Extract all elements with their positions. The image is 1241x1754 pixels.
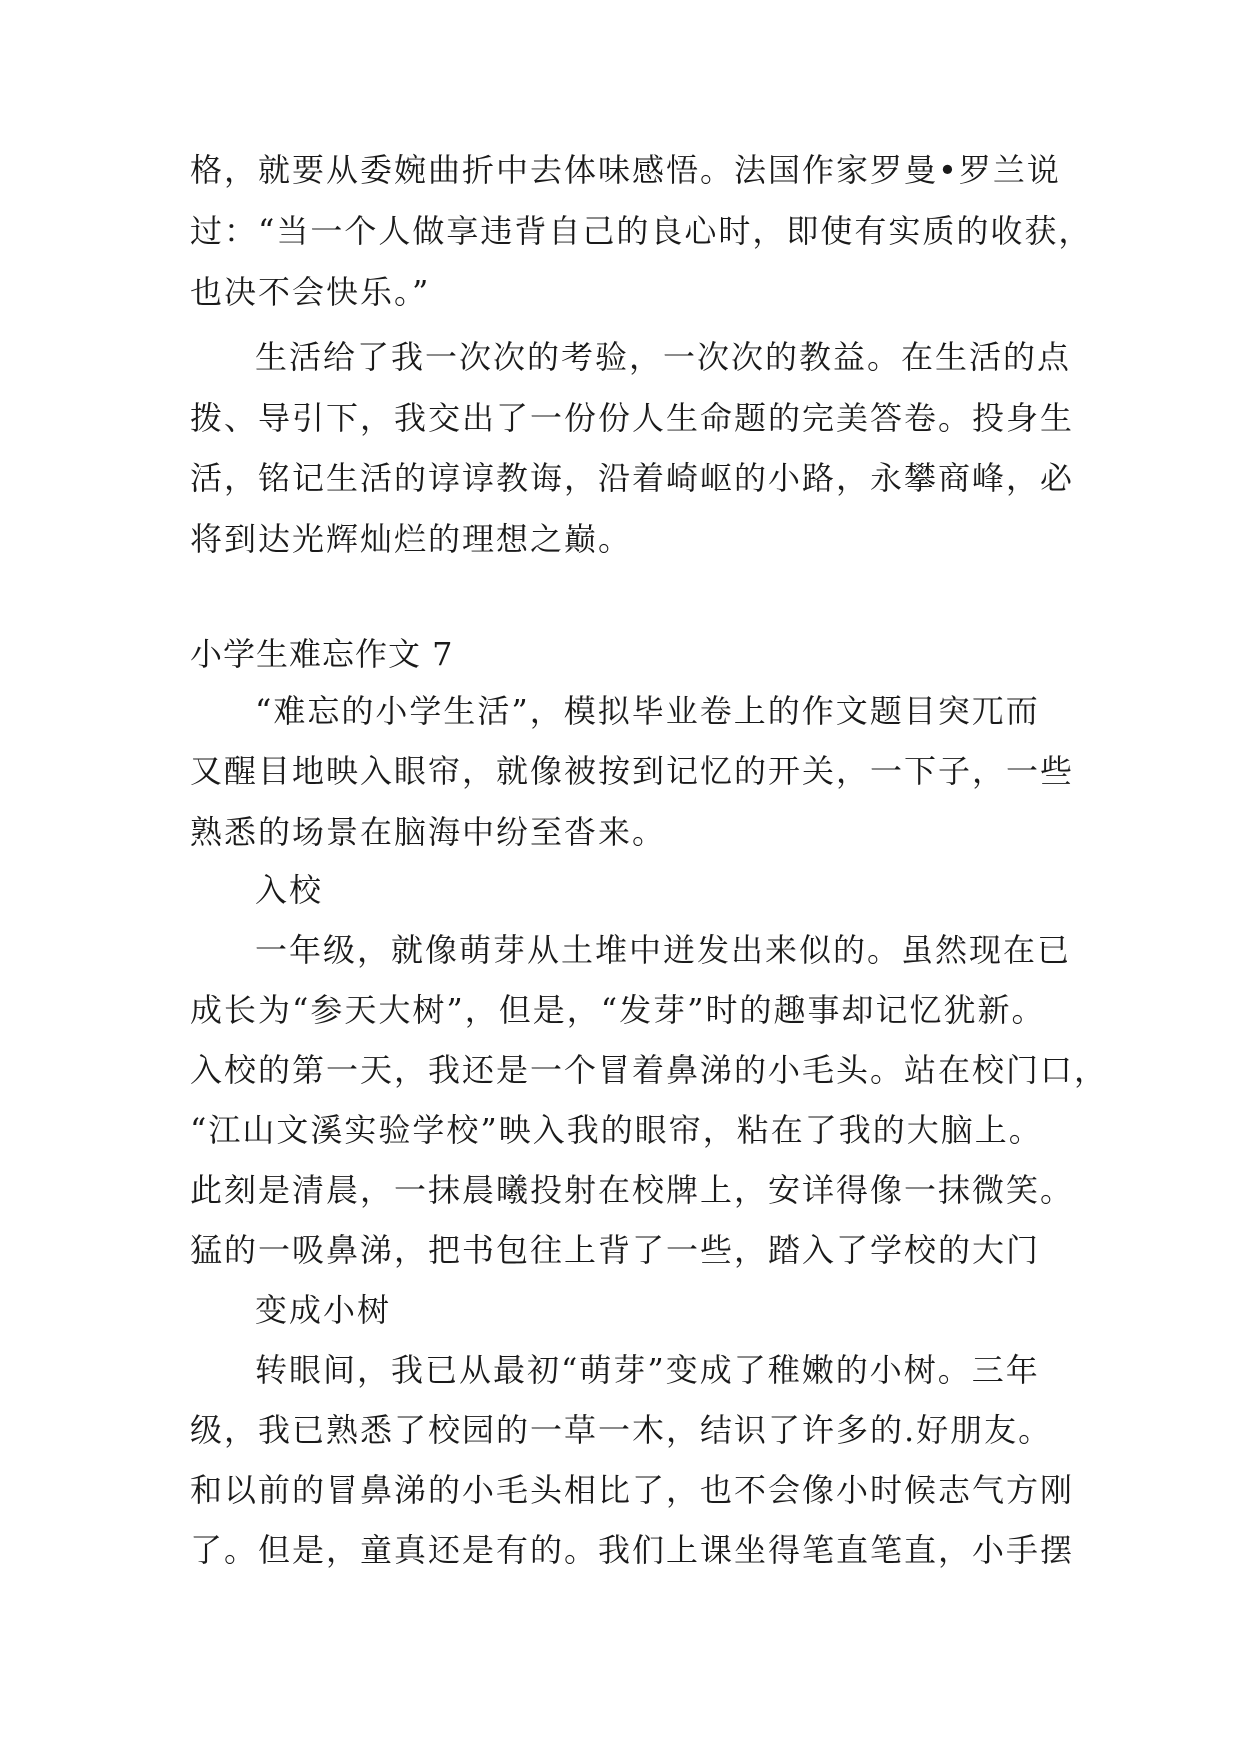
paragraph-line: 成长为“参天大树”，但是，“发芽”时的趣事却记忆犹新。 [190, 991, 1046, 1029]
paragraph-line: 一年级，就像萌芽从土堆中迸发出来似的。虽然现在已 [255, 931, 1072, 969]
paragraph-line: 生活给了我一次次的考验，一次次的教益。在生活的点 [255, 338, 1072, 376]
paragraph-line: 熟悉的场景在脑海中纷至沓来。 [190, 813, 667, 851]
paragraph-line: 过：“当一个人做享违背自己的良心时，即使有实质的收获， [190, 212, 1093, 250]
paragraph-line: 和以前的冒鼻涕的小毛头相比了，也不会像小时候志气方刚 [190, 1471, 1075, 1509]
paragraph-line: 也决不会快乐。” [190, 273, 431, 311]
paragraph-line: 转眼间，我已从最初“萌芽”变成了稚嫩的小树。三年 [255, 1351, 1040, 1389]
subheading: 变成小树 [255, 1291, 392, 1329]
paragraph-line: “难忘的小学生活”，模拟毕业卷上的作文题目突兀而 [255, 692, 1040, 730]
paragraph-line: 格，就要从委婉曲折中去体味感悟。法国作家罗曼•罗兰说 [190, 151, 1061, 189]
paragraph-line: 级，我已熟悉了校园的一草一木，结识了许多的.好朋友。 [190, 1411, 1053, 1449]
paragraph-line: 此刻是清晨，一抹晨曦投射在校牌上，安详得像一抹微笑。 [190, 1171, 1075, 1209]
paragraph-line: 又醒目地映入眼帘，就像被按到记忆的开关，一下子，一些 [190, 752, 1075, 790]
paragraph-line: 入校的第一天，我还是一个冒着鼻涕的小毛头。站在校门口， [190, 1051, 1109, 1089]
paragraph-line: 拨、导引下，我交出了一份份人生命题的完美答卷。投身生 [190, 399, 1075, 437]
subheading: 入校 [255, 871, 324, 909]
paragraph-line: 了。但是，童真还是有的。我们上课坐得笔直笔直，小手摆 [190, 1531, 1075, 1569]
paragraph-line: 活，铭记生活的谆谆教诲，沿着崎岖的小路，永攀商峰，必 [190, 459, 1075, 497]
paragraph-line: 将到达光辉灿烂的理想之巅。 [190, 520, 633, 558]
paragraph-line: “江山文溪实验学校”映入我的眼帘，粘在了我的大脑上。 [190, 1111, 1043, 1149]
section-heading: 小学生难忘作文 7 [190, 635, 454, 673]
paragraph-line: 猛的一吸鼻涕，把书包往上背了一些，踏入了学校的大门 [190, 1231, 1041, 1269]
